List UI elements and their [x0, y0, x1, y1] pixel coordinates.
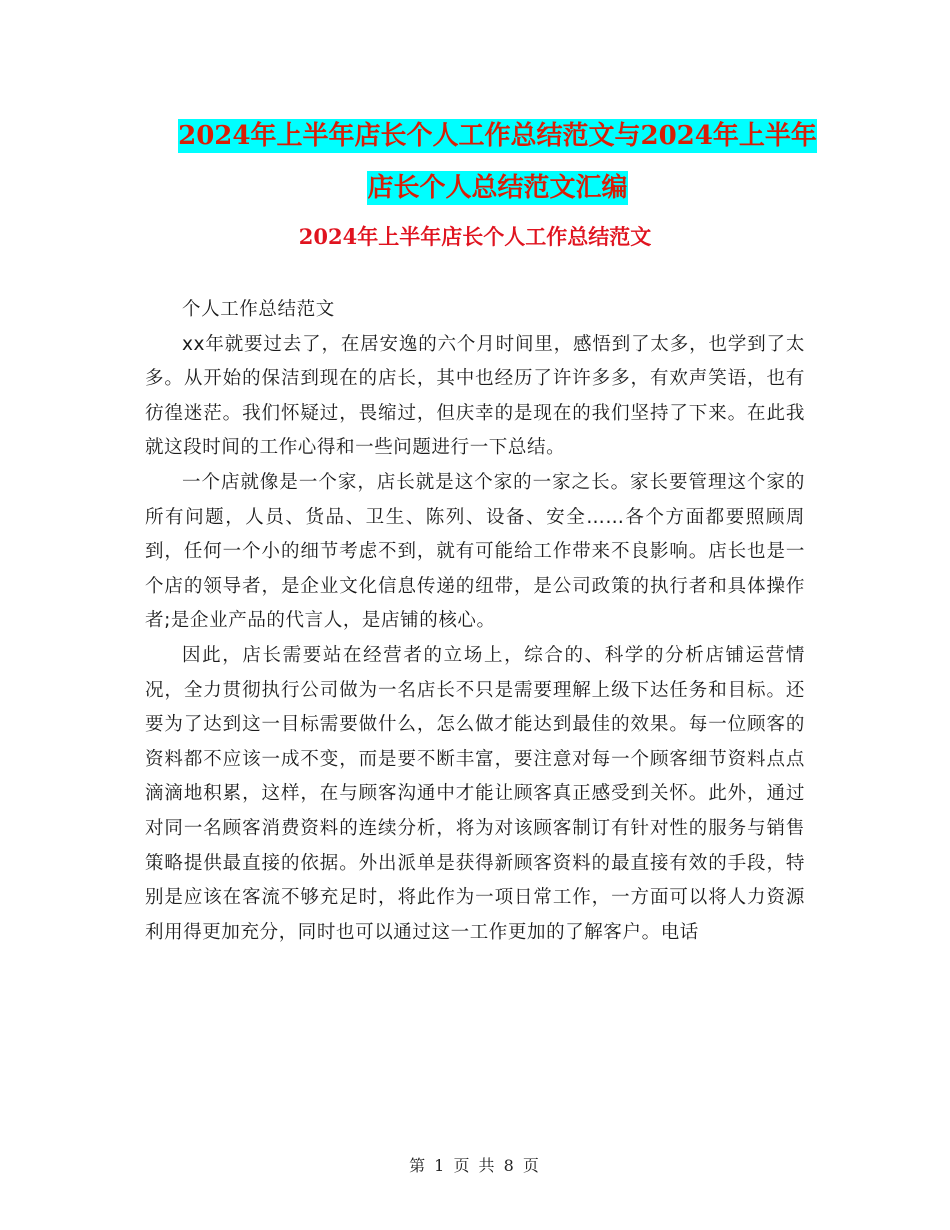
main-title: [140, 110, 855, 214]
main-title-line1: 2024年上半年店长个人工作总结范文与2024年上半年: [178, 121, 817, 151]
paragraph-heading: 个人工作总结范文: [182, 299, 335, 320]
section-title: 2024年上半年店长个人工作总结范文: [298, 224, 652, 249]
document-body: [145, 293, 805, 950]
paragraph: 因此，店长需要站在经营者的立场上，综合的、科学的分析店铺运营情况，全力贯彻执行公司做为一名店长不只是需要理解上级下达任务和目标。还要为了达到这一目标需要做什么，怎么做才能达到最佳的效果。每一位顾客的资料都不应该一成不变，而是要不断丰富，要注意对每一个顾客细节资料点点滴滴地积累，这样，在与顾客沟通中才能让顾客真正感受到关怀。此外，通过对同一名顾客消费资料的连续分析，将为对该顾客制订有针对性的服务与销售策略提供最直接的依据。外出派单是获得新顾客资料的最直接有效的手段，特别是应该在客流不够充足时，将此作为一项日常工作，一方面可以将人力资源利用得更加充分，同时也可以通过这一工作更加的了解客户。电话: [145, 644, 805, 943]
paragraph: xx年就要过去了，在居安逸的六个月时间里，感悟到了太多，也学到了太多。从开始的保洁到现在的店长，其中也经历了许许多多，有欢声笑语，也有彷徨迷茫。我们怀疑过，畏缩过，但庆幸的是现在的我们坚持了下来。在此我就这段时间的工作心得和一些问题进行一下总结。: [145, 333, 805, 459]
paragraph: 一个店就像是一个家，店长就是这个家的一家之长。家长要管理这个家的所有问题，人员、货品、卫生、陈列、设备、安全……各个方面都要照顾周到，任何一个小的细节考虑不到，就有可能给工作带来不良影响。店长也是一个店的领导者，是企业文化信息传递的纽带，是公司政策的执行者和具体操作者;是企业产品的代言人，是店铺的核心。: [145, 471, 805, 632]
page-footer: 第 1 页 共 8 页: [409, 1156, 541, 1175]
main-title-line2: 店长个人总结范文汇编: [367, 173, 628, 203]
